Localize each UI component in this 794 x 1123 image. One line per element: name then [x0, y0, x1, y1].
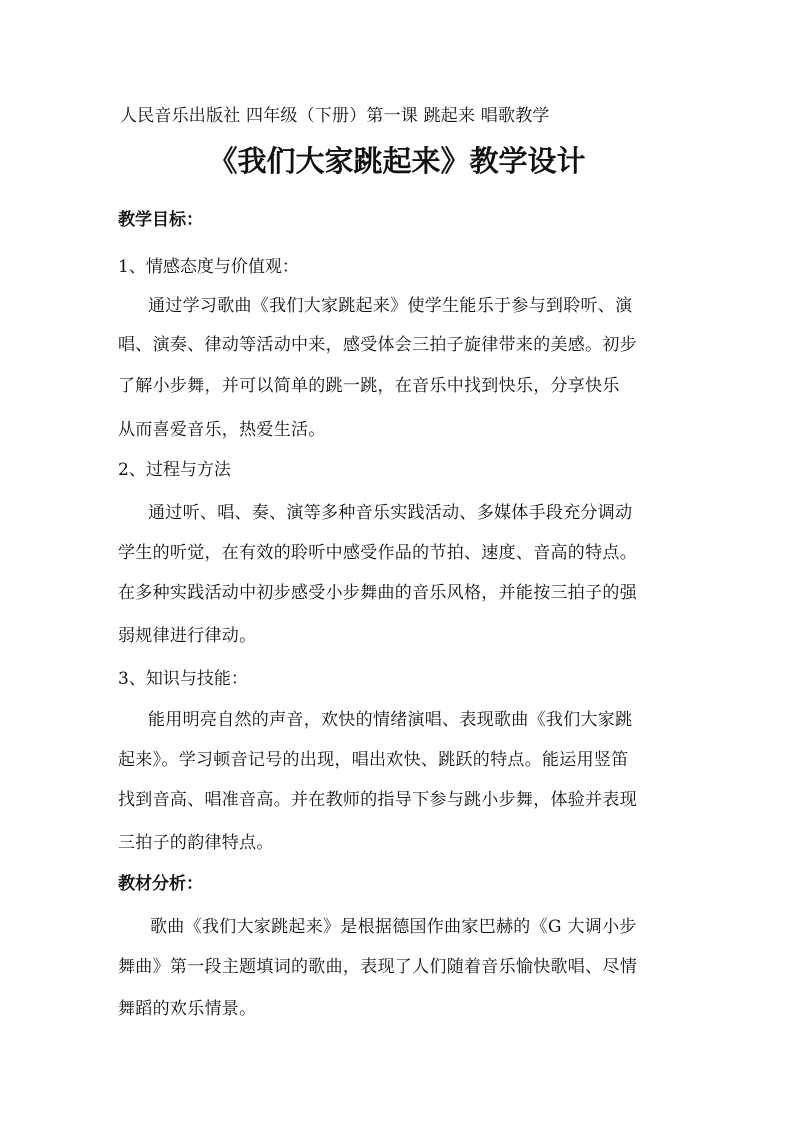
goal3-line-2: 起来》。学习顿音记号的出现，唱出欢快、跳跃的特点。能运用竖笛 — [118, 750, 629, 770]
goal3-line-1: 能用明亮自然的声音，欢快的情绪演唱、表现歌曲《我们大家跳 — [148, 710, 633, 730]
section-heading-goals: 教学目标： — [118, 210, 203, 230]
goal3-heading: 3、知识与技能： — [118, 669, 248, 689]
analysis-line-2: 舞曲》第一段主题填词的歌曲，表现了人们随着音乐愉快歌唱、尽情 — [118, 957, 637, 977]
goal3-line-4: 三拍子的韵律特点。 — [118, 833, 274, 853]
course-subtitle: 人民音乐出版社 四年级（下册）第一课 跳起来 唱歌教学 — [120, 106, 550, 126]
goal2-line-4: 弱规律进行律动。 — [118, 626, 257, 646]
goal3-line-3: 找到音高、唱准音高。并在教师的指导下参与跳小步舞，体验并表现 — [118, 790, 637, 810]
goal1-line-4: 从而喜爱音乐，热爱生活。 — [118, 420, 326, 440]
goal2-line-1: 通过听、唱、奏、演等多种音乐实践活动、多媒体手段充分调动 — [148, 503, 633, 523]
goal1-line-3: 了解小步舞，并可以简单的跳一跳，在音乐中找到快乐，分享快乐 — [118, 376, 620, 396]
document-title: 《我们大家跳起来》教学设计 — [208, 144, 586, 178]
goal1-line-1: 通过学习歌曲《我们大家跳起来》使学生能乐于参与到聆听、演 — [148, 296, 633, 316]
goal2-line-3: 在多种实践活动中初步感受小步舞曲的音乐风格，并能按三拍子的强 — [118, 583, 637, 603]
goal1-heading: 1、情感态度与价值观： — [118, 257, 299, 277]
analysis-line-1: 歌曲《我们大家跳起来》是根据德国作曲家巴赫的《G 大调小步 — [150, 917, 637, 937]
goal2-line-2: 学生的听觉，在有效的聆听中感受作品的节拍、速度、音高的特点。 — [118, 543, 637, 563]
goal2-heading: 2、过程与方法 — [118, 460, 231, 480]
section-heading-analysis: 教材分析： — [118, 874, 203, 894]
analysis-line-3: 舞蹈的欢乐情景。 — [118, 999, 257, 1019]
goal1-line-2: 唱、演奏、律动等活动中来，感受体会三拍子旋律带来的美感。初步 — [118, 335, 637, 355]
